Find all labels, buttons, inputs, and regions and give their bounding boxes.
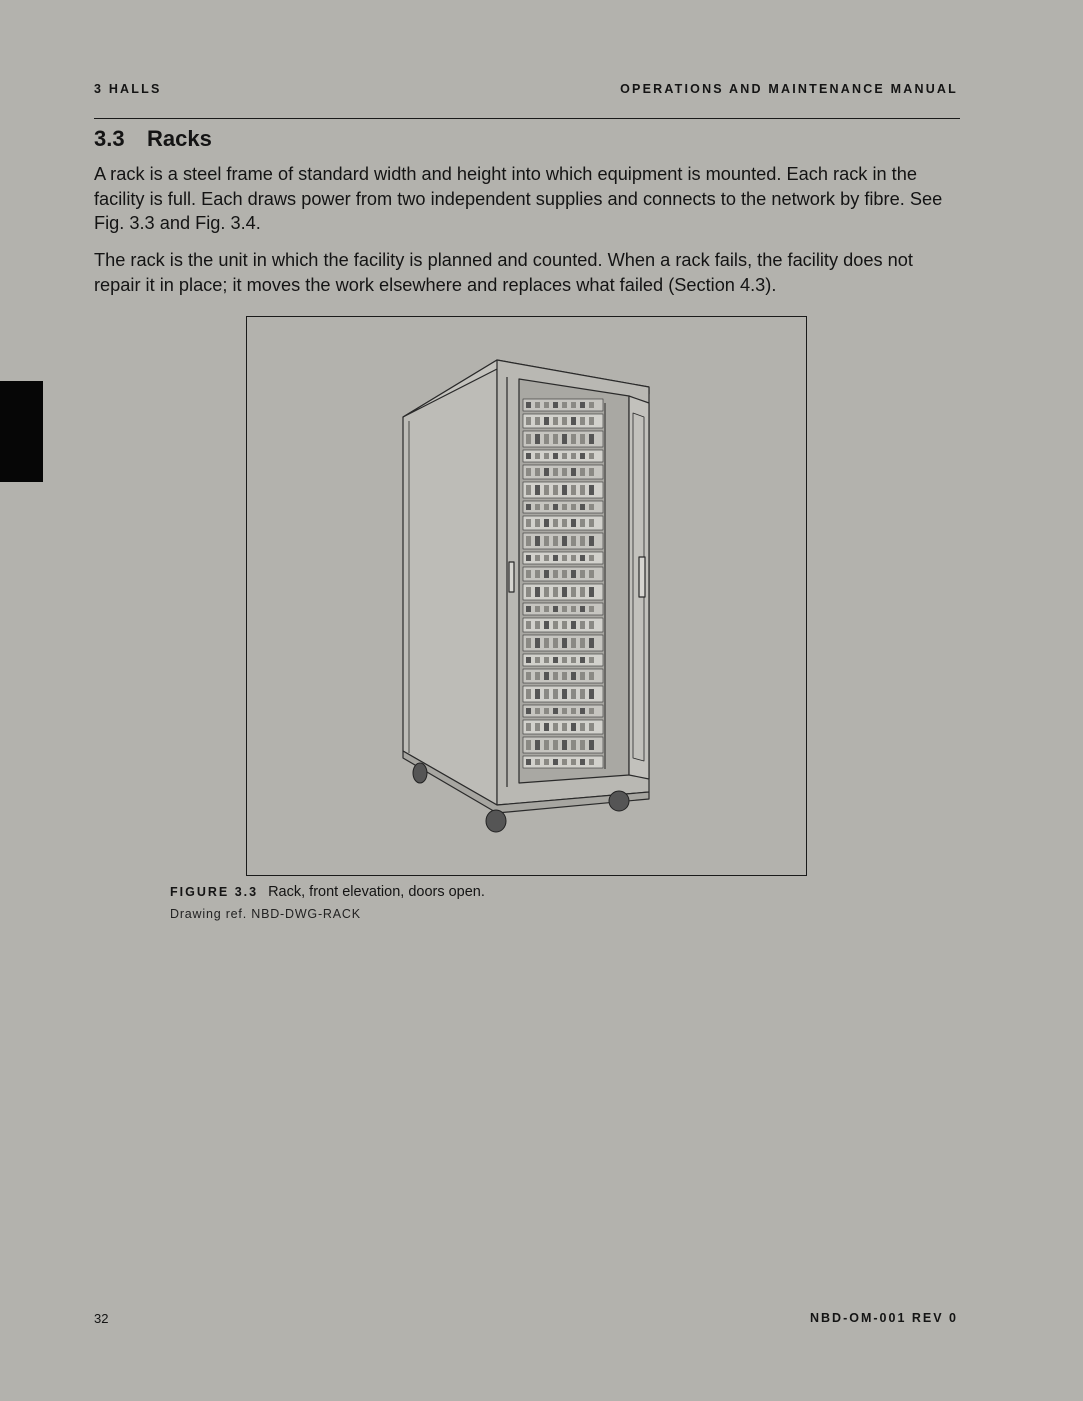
section-number: 3.3 [94, 126, 125, 151]
body-paragraph: The rack is the unit in which the facility is planned and counted. When a rack fails, the facility does not repair it in place; it moves the work elsewhere and replaces what failed (Section 4.3). [94, 250, 913, 295]
figure-frame [246, 316, 807, 876]
figure-drawing-ref: Drawing ref. NBD-DWG-RACK [170, 907, 361, 921]
rack-illustration [247, 317, 806, 875]
section-title-text: Racks [147, 126, 212, 151]
figure-caption-text: Rack, front elevation, doors open. [268, 884, 485, 900]
document-id: NBD-OM-001 REV 0 [810, 1311, 958, 1325]
body-paragraph: A rack is a steel frame of standard width and height into which equipment is mounted. Each rack in the facility is full. Each draws power from two independent supplies and connects to the network by fibre. See Fig. 3.3 and Fig. 3.4. [94, 164, 943, 233]
header-rule [94, 118, 960, 119]
running-head-chapter: 3 HALLS [94, 82, 162, 96]
page-number: 32 [94, 1311, 109, 1326]
figure-label: FIGURE 3.3 [170, 885, 259, 899]
section-title [94, 126, 212, 152]
figure-caption [170, 884, 485, 900]
running-head-manual-title: OPERATIONS AND MAINTENANCE MANUAL [620, 82, 958, 96]
chapter-thumb-tab [0, 381, 43, 482]
